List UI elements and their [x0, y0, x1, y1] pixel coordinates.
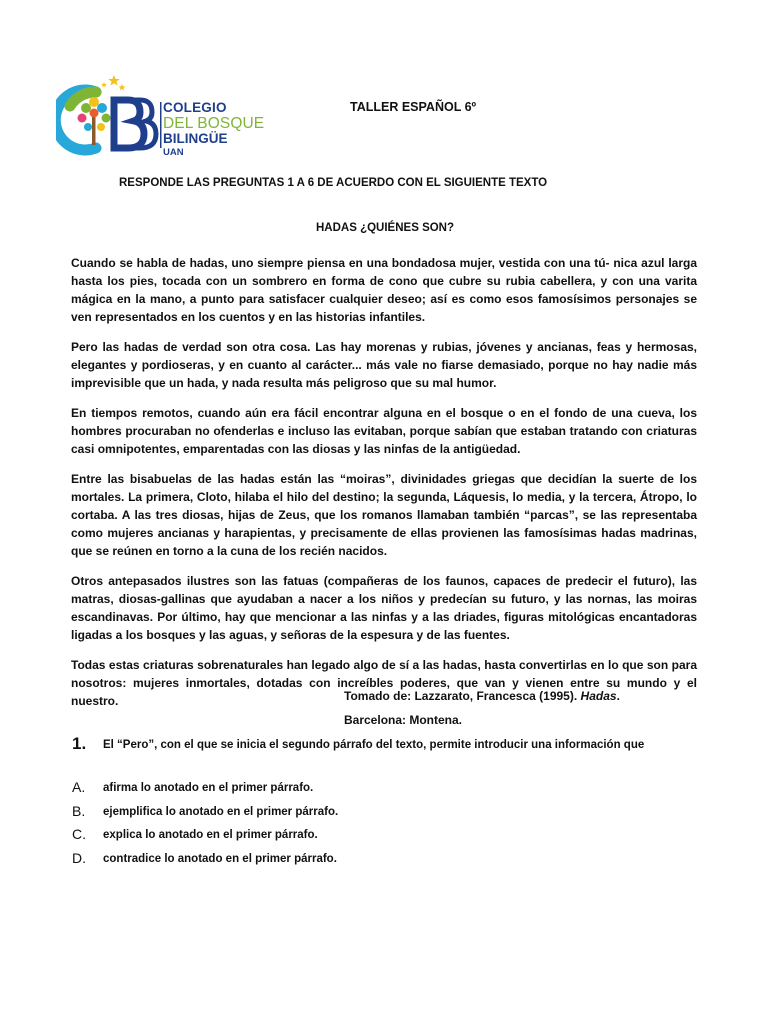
- paragraph: Otros antepasados ilustres son las fatuas (compañeras de los faunos, capaces de predecir el futuro), las matras, diosas-gallinas que ayudaban a nacer a los niños y predecían su futuro, y las nornas, las moiras escandinavas. Por último, hay que mencionar a las ninfas y a las driades, figuras mitológicas encantadoras ligadas a los bosques y las aguas, y señoras de la espesura y de las fuentes.: [71, 574, 697, 642]
- reading-title: HADAS ¿QUIÉNES SON?: [316, 222, 455, 234]
- option-letter: B.: [72, 802, 86, 819]
- option-text: contradice lo anotado en el primer párrafo.: [103, 852, 337, 865]
- logo-emblem-icon: [56, 72, 166, 162]
- paragraph: Cuando se habla de hadas, uno siempre piensa en una bondadosa mujer, vestida con una tú- nica azul larga hasta los pies, tocada con un sombrero en forma de cono que cubre su rubia cabellera, y con una varita mágica en la mano, a punto para satisfacer cualquier deseo; así es como esos famosísimos personajes se ven representados en los cuentos y en las historias infantiles.: [71, 256, 697, 324]
- paragraph: Entre las bisabuelas de las hadas están las “moiras”, divinidades griegas que decidían la suerte de los mortales. La primera, Cloto, hilaba el hilo del destino; la segunda, Láquesis, lo media, y la tercera, Átropo, lo cortaba. A las tres diosas, hijas de Zeus, que los romanos llamaban también “parcas”, se las representaba como mujeres ancianas y harapientas, y precisamente de ellas provienen las famosísimas hadas madrinas, que se reúnen en torno a la cuna de los recién nacidos.: [71, 472, 697, 558]
- logo-line-uan: UAN: [163, 146, 184, 158]
- reading-text: [71, 254, 697, 710]
- option-text: explica lo anotado en el primer párrafo.: [103, 829, 318, 841]
- paragraph: Todas estas criaturas sobrenaturales han legado algo de sí a las hadas, hasta convertirlas en lo que son para nosotros: mujeres inmortales, dotadas con increíbles poderes, que van y vienen entre su mundo y el nuestro.: [71, 658, 697, 708]
- question-number: 1.: [72, 734, 87, 753]
- source-citation: [344, 684, 684, 732]
- option-text: ejemplifica lo anotado en el primer párrafo.: [103, 805, 339, 818]
- logo-line-del-bosque: DEL BOSQUE: [163, 114, 265, 132]
- school-logo: [56, 72, 266, 162]
- question-stem: El “Pero”, con el que se inicia el segundo párrafo del texto, permite introducir una información que: [103, 739, 645, 751]
- logo-text: [163, 101, 264, 157]
- logo-line-colegio: COLEGIO: [163, 100, 227, 115]
- option-letter: C.: [72, 826, 86, 842]
- option-letter: D.: [72, 849, 86, 866]
- source-suffix: . Barcelona: Montena.: [344, 689, 620, 727]
- option-text: afirma lo anotado en el primer párrafo.: [103, 782, 314, 794]
- paragraph: En tiempos remotos, cuando aún era fácil encontrar alguna en el bosque o en el fondo de una cueva, los hombres procuraban no ofenderlas e incluso las evitaban, porque sabían que estaban tratando con criaturas casi omnipotentes, emparentadas con las diosas y las ninfas de la antigüedad.: [71, 406, 697, 456]
- option-letter: A.: [72, 779, 86, 795]
- source-book-title: Hadas: [580, 689, 617, 703]
- logo-line-bilingue: BILINGÜE: [163, 131, 228, 146]
- workshop-title: TALLER ESPAÑOL 6º: [350, 100, 477, 114]
- source-prefix: Tomado de: Lazzarato, Francesca (1995).: [344, 689, 581, 703]
- instructions: RESPONDE LAS PREGUNTAS 1 A 6 DE ACUERDO CON EL SIGUIENTE TEXTO: [119, 177, 548, 189]
- paragraph: Pero las hadas de verdad son otra cosa. Las hay morenas y rubias, jóvenes y ancianas, feas y hermosas, elegantes y pordioseras, y en cuanto al carácter... más vale no fiarse demasiado, porque no hay nadie más imprevisible que un hada, y nada resulta más peligroso que su mal humor.: [71, 340, 697, 390]
